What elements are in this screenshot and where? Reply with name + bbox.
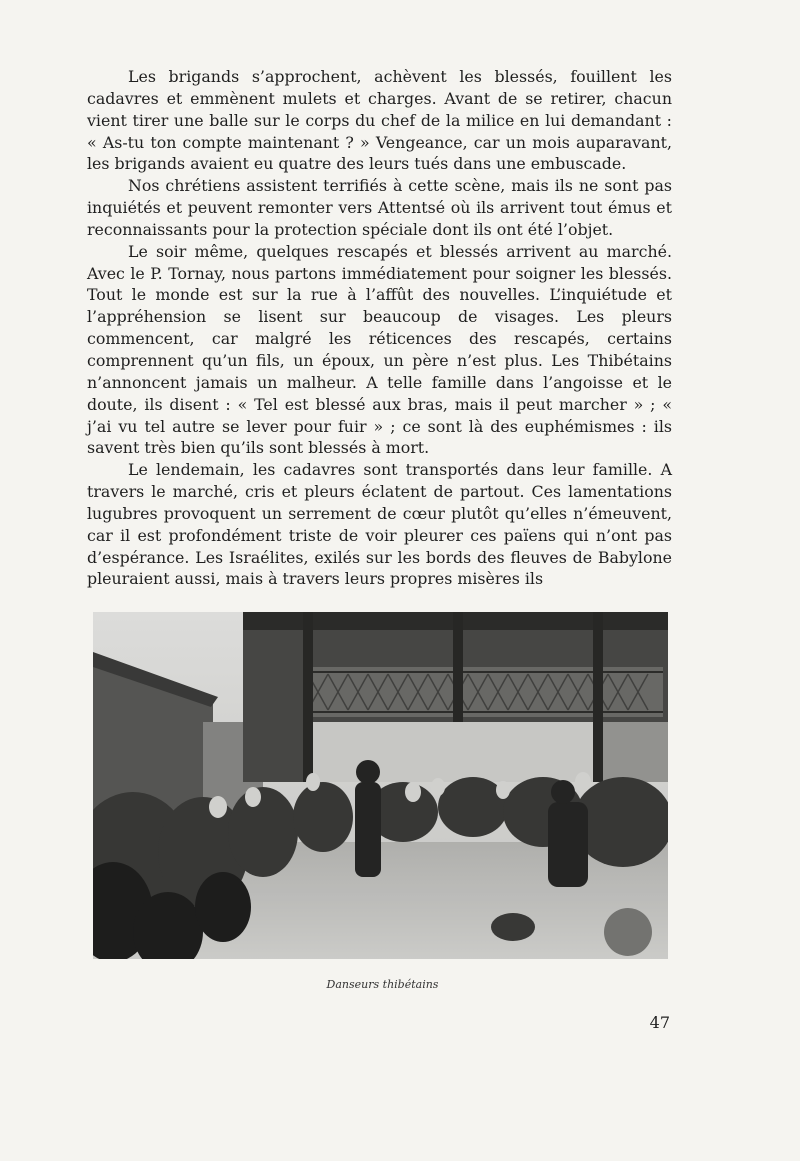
paragraph-1: Les brigands s’approchent, achèvent les blessés, fouillent les cadavres et emmènent mulets et charges. Avant de se retirer, chacun vient tirer une balle sur le corps du chef de la milice en lui demandant : « As-tu ton compte maintenant ? » Vengeance, car un mois auparavant, les brigands avaient eu quatre des leurs tués dans une embuscade. — [87, 67, 672, 174]
paragraph-2: Nos chrétiens assistent terrifiés à cette scène, mais ils ne sont pas inquiétés et peuvent remonter vers Attentsé où ils arrivent tout émus et reconnaissants pour la protection spéciale dont ils ont été l’objet. — [87, 176, 672, 239]
body-text — [87, 66, 672, 590]
page-number: 47 — [649, 1013, 670, 1032]
paragraph-4: Le lendemain, les cadavres sont transportés dans leur famille. A travers le marché, cris et pleurs éclatent de partout. Ces lamentations lugubres provoquent un serrement de cœur plutôt qu’elles n’émeuvent, car il est profondément triste de voir pleurer ces païens qui n’ont pas d’espérance. Les Israélites, exilés sur les bords des fleuves de Babylone pleuraient aussi, mais à travers leurs propres misères ils — [87, 460, 672, 589]
photo-illustration — [93, 612, 668, 959]
photograph-tibetan-dancers — [93, 612, 668, 959]
photo-caption: Danseurs thibétains — [326, 978, 439, 991]
paragraph-3: Le soir même, quelques rescapés et blessés arrivent au marché. Avec le P. Tornay, nous partons immédiatement pour soigner les blessés. Tout le monde est sur la rue à l’affût des nouvelles. L’inquiétude et l’appréhension se lisent sur beaucoup de visages. Les pleurs commencent, car malgré les réticences des rescapés, certains comprennent qu’un fils, un époux, un père n’est plus. Les Thibétains n’annoncent jamais un malheur. A telle famille dans l’angoisse et le doute, ils disent : « Tel est blessé aux bras, mais il peut marcher » ; « j’ai vu tel autre se lever pour fuir » ; ce sont là des euphémismes : ils savent très bien qu’ils sont blessés à mort. — [87, 241, 672, 458]
